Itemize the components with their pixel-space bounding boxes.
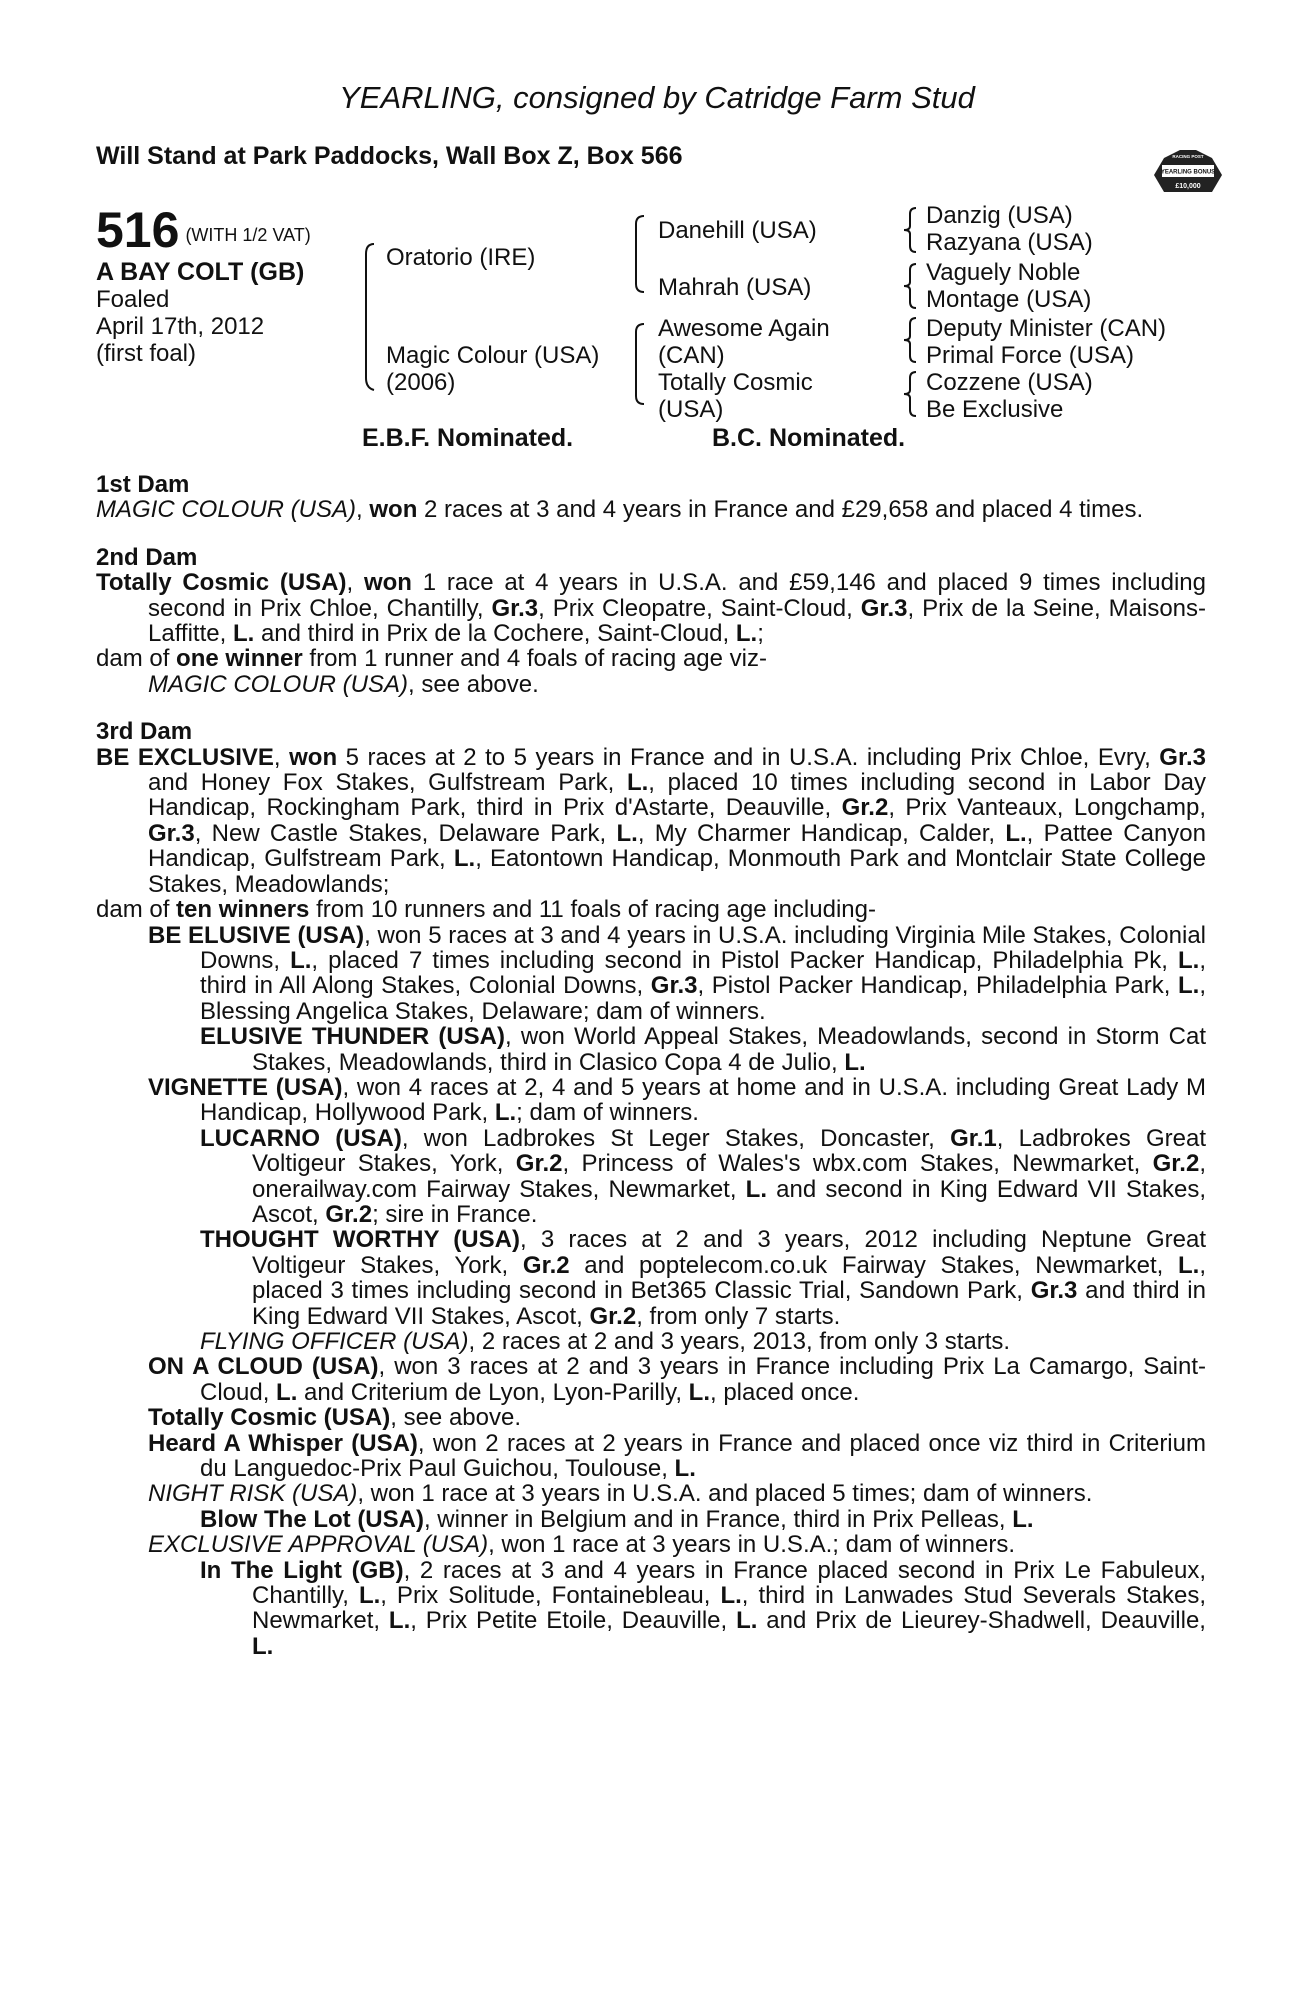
listed: L.: [688, 1378, 710, 1406]
text: , Ladbrokes Great Voltigeur Stakes, York,: [252, 1124, 1207, 1178]
listed: L.: [388, 1607, 411, 1635]
grade: Gr.3: [650, 972, 698, 1000]
text: , Prix Petite Etoile, Deauville,: [410, 1607, 737, 1635]
dam2-produce: [96, 646, 1206, 671]
listed: L.: [358, 1582, 381, 1610]
listed: L.: [674, 1455, 696, 1483]
listed: L.: [494, 1099, 517, 1127]
ped-dam-line1: Magic Colour (USA): [386, 342, 600, 369]
text: , third in Lanwades Stud Severals Stakes, Newmarket,: [252, 1582, 1207, 1635]
foaled-label: Foaled: [96, 286, 170, 313]
text: , My Charmer Handicap, Calder,: [637, 819, 1006, 847]
progeny-name: NIGHT RISK (USA): [148, 1480, 358, 1508]
ped-ssd: Razyana (USA): [926, 229, 1093, 256]
listed: L.: [616, 819, 638, 847]
listed: L.: [276, 1378, 298, 1406]
progeny-name: FLYING OFFICER (USA): [200, 1328, 469, 1355]
grade: Gr.1: [950, 1124, 997, 1152]
progeny-name: In The Light (GB): [200, 1556, 404, 1584]
bc-nominated: B.C. Nominated.: [712, 424, 906, 452]
dam3-produce: [96, 897, 1206, 922]
progeny-name: ON A CLOUD (USA): [148, 1353, 379, 1381]
badge-top-text: RACING POST: [1172, 154, 1204, 159]
text: , placed 7 times including second in Pistol Packer Handicap, Philadelphia Pk,: [311, 946, 1178, 974]
badge-mid-text: YEARLING BONUS: [1160, 169, 1216, 176]
text: , 3 races at 2 and 3 years, 2012 including Neptune Great Voltigeur Stakes, York,: [252, 1226, 1206, 1279]
progeny-blow-the-lot: [200, 1507, 1206, 1532]
text: ;: [757, 620, 764, 648]
text: , Pistol Packer Handicap, Philadelphia Park,: [697, 972, 1179, 1000]
progeny-name: VIGNETTE (USA): [148, 1073, 343, 1101]
text: , won 5 races at 3 and 4 years in U.S.A. including Virginia Mile Stakes, Colonial Downs,: [200, 921, 1206, 974]
listed: L.: [1005, 819, 1027, 847]
lot-info: [96, 202, 311, 367]
listed: L.: [1012, 1505, 1034, 1533]
listed: L.: [232, 620, 255, 648]
pedigree-brace-dd: [902, 370, 918, 418]
dam2-record: Totally Cosmic (USA), won 1 race at 4 years in U.S.A. and £59,146 and placed 9 times including second in Prix Chloe, Chantilly, Gr.3, Prix Cleopatre, Saint-Cloud, Gr.3, Prix de la Seine, Maisons-Laffitte, L. and third in Prix de la Cochere, Saint-Cloud, L.;: [96, 569, 1206, 648]
text: , 2 races at 2 and 3 years, 2013, from only 3 starts.: [468, 1328, 1011, 1355]
text: , 2 races at 3 and 4 years in France placed second in Prix Le Fabuleux, Chantilly,: [252, 1556, 1206, 1610]
grade: Gr.2: [515, 1150, 563, 1178]
text: , placed 10 times including second in Labor Day Handicap, Rockingham Park, third in Prix d'Astarte, Deauville,: [148, 769, 1207, 822]
text: and Criterium de Lyon, Lyon-Parilly,: [297, 1378, 689, 1406]
progeny-elusive-thunder: [200, 1024, 1206, 1075]
progeny-name: MAGIC COLOUR (USA): [148, 670, 409, 698]
ped-ds-line1: Awesome Again: [658, 315, 830, 342]
text: and third in King Edward VII Stakes, Ascot,: [252, 1277, 1206, 1330]
listed: L.: [290, 946, 312, 974]
ped-dsd: Primal Force (USA): [926, 342, 1135, 369]
text: and Prix de Lieurey-Shadwell, Deauville,: [757, 1607, 1206, 1635]
text: and second in King Edward VII Stakes, Ascot,: [252, 1175, 1207, 1228]
ped-dd-line2: (USA): [658, 396, 724, 423]
pedigree-brace-ds: [902, 316, 918, 364]
text: , Prix de la Seine, Maisons-Laffitte,: [148, 594, 1206, 648]
ped-sds: Vaguely Noble: [926, 259, 1081, 286]
pedigree-brace-sd: [902, 262, 918, 310]
listed: L.: [1178, 946, 1200, 974]
progeny-night-risk: [148, 1481, 1206, 1506]
listed: L.: [735, 620, 758, 648]
dam3-heading: 3rd Dam: [96, 718, 193, 746]
ped-dss: Deputy Minister (CAN): [926, 315, 1167, 342]
grade: Gr.3: [1030, 1277, 1078, 1305]
text: , won 1 race at 3 years in U.S.A.; dam of winners.: [488, 1531, 1016, 1559]
text: , New Castle Stakes, Delaware Park,: [194, 819, 617, 847]
progeny-name: THOUGHT WORTHY (USA): [200, 1226, 520, 1254]
listed: L.: [844, 1048, 866, 1076]
text: , won Ladbrokes St Leger Stakes, Doncaster,: [401, 1124, 951, 1152]
text: , won 4 races at 2, 4 and 5 years at home and in U.S.A. including Great Lady M Handicap, Hollywood Park,: [200, 1073, 1206, 1127]
text: ; sire in France.: [372, 1200, 538, 1228]
dam1-record: MAGIC COLOUR (USA), won 2 races at 3 and 4 years in France and £29,658 and placed 4 times.: [96, 496, 1144, 524]
text: from 1 runner and 4 foals of racing age viz-: [302, 645, 767, 673]
text: , see above.: [390, 1404, 522, 1432]
dam2-heading: 2nd Dam: [96, 543, 198, 571]
progeny-vignette: [148, 1075, 1206, 1126]
text: from 10 runners and 11 foals of racing age including-: [309, 896, 876, 924]
text: and Honey Fox Stakes, Gulfstream Park,: [148, 769, 627, 797]
grade: Gr.2: [589, 1302, 637, 1330]
foaled-date: April 17th, 2012: [96, 313, 265, 340]
winner-count: one winner: [176, 645, 303, 673]
text: , Pattee Canyon Handicap, Gulfstream Park,: [148, 819, 1206, 873]
ped-sd: Mahrah (USA): [658, 274, 812, 301]
progeny-name: Totally Cosmic (USA): [148, 1404, 391, 1432]
ped-sdd: Montage (USA): [926, 286, 1092, 313]
text: , placed 3 times including second in Bet365 Classic Trial, Sandown Park,: [252, 1251, 1206, 1305]
dam1-name: MAGIC COLOUR (USA): [96, 496, 357, 524]
progeny-be-elusive: [148, 923, 1206, 1025]
dam3-name: BE EXCLUSIVE: [96, 743, 274, 771]
ped-sss: Danzig (USA): [926, 202, 1073, 229]
dam3-won: won: [289, 743, 338, 771]
text: , won 2 races at 2 years in France and placed once viz third in Criterium du Languedoc-Prix Paul Guichou, Toulouse,: [200, 1429, 1206, 1483]
pedigree-brace-dam: [632, 322, 646, 406]
text: , third in All Along Stakes, Colonial Downs,: [200, 946, 1206, 1000]
text: 5 races at 2 to 5 years in France and in U.S.A. including Prix Chloe, Evry,: [337, 743, 1160, 771]
listed: L.: [745, 1175, 767, 1203]
pedigree-brace-sire: [632, 214, 646, 294]
text: and third in Prix de la Cochere, Saint-Cloud,: [254, 620, 736, 648]
text: , Eatontown Handicap, Monmouth Park and Montclair State College Stakes, Meadowlands;: [148, 845, 1206, 898]
listed: L.: [626, 769, 649, 797]
progeny-name: LUCARNO (USA): [200, 1124, 402, 1152]
grade: Gr.3: [860, 594, 908, 622]
text: 1 race at 4 years in U.S.A. and £59,146 and placed 9 times including second in Prix Chloe, Chantilly,: [148, 569, 1206, 622]
lot-vat: (WITH 1/2 VAT): [185, 225, 311, 245]
pedigree-brace-ss: [902, 206, 918, 254]
grade: Gr.3: [491, 594, 539, 622]
yearling-bonus-badge: [1150, 148, 1226, 202]
grade: Gr.3: [1159, 743, 1206, 771]
text: , winner in Belgium and in France, third in Prix Pelleas,: [423, 1505, 1013, 1533]
ped-dds: Cozzene (USA): [926, 369, 1093, 396]
progeny-name: BE ELUSIVE (USA): [148, 921, 365, 949]
listed: L.: [252, 1632, 274, 1660]
text: , from only 7 starts.: [636, 1302, 841, 1330]
text: , onerailway.com Fairway Stakes, Newmarket,: [252, 1150, 1206, 1203]
ped-dam-line2: (2006): [386, 369, 456, 396]
dam1-text: 2 races at 3 and 4 years in France and £29,658 and placed 4 times.: [417, 496, 1144, 524]
grade: Gr.2: [522, 1251, 570, 1279]
ped-dd-line1: Totally Cosmic: [658, 369, 813, 396]
progeny-exclusive-approval: [148, 1532, 1206, 1557]
listed: L.: [720, 1582, 742, 1610]
lot-number: 516: [96, 202, 180, 258]
text: , won 3 races at 2 and 3 years in France including Prix La Camargo, Saint-Cloud,: [200, 1353, 1206, 1406]
stand-location: Will Stand at Park Paddocks, Wall Box Z, Box 566: [96, 142, 683, 170]
listed: L.: [453, 845, 476, 873]
progeny-name: Heard A Whisper (USA): [148, 1429, 418, 1457]
progeny-on-a-cloud: [148, 1354, 1206, 1405]
text: , placed once.: [709, 1378, 860, 1406]
text: , won World Appeal Stakes, Meadowlands, second in Storm Cat Stakes, Meadowlands, third in Clasico Copa 4 de Julio,: [252, 1023, 1206, 1076]
grade: Gr.2: [841, 794, 889, 822]
progeny-in-the-light: [200, 1558, 1206, 1660]
progeny-thought-worthy: [200, 1227, 1206, 1329]
dam1-won: won: [369, 496, 418, 524]
ped-ddd: Be Exclusive: [926, 396, 1064, 423]
progeny-name: ELUSIVE THUNDER (USA): [200, 1023, 505, 1051]
grade: Gr.2: [1152, 1150, 1200, 1178]
badge-amount-text: £10,000: [1175, 183, 1201, 190]
grade: Gr.3: [148, 819, 195, 847]
dam3-record: BE EXCLUSIVE, won 5 races at 2 to 5 years in France and in U.S.A. including Prix Chloe, Evry, Gr.3 and Honey Fox Stakes, Gulfstream Park, L., placed 10 times including second in Labor Day Handicap, Rockingham Park, third in Prix d'Astarte, Deauville, Gr.2, Prix Vanteaux, Longchamp, Gr.3, New Castle Stakes, Delaware Park, L., My Charmer Handicap, Calder, L., Pattee Canyon Handicap, Gulfstream Park, L., Eatontown Handicap, Monmouth Park and Montclair State College Stakes, Meadowlands;: [96, 743, 1207, 898]
page-title: YEARLING, consigned by Catridge Farm Stud: [339, 80, 975, 115]
text: , Princess of Wales's wbx.com Stakes, Newmarket,: [562, 1150, 1153, 1178]
text: , Prix Vanteaux, Longchamp,: [888, 794, 1206, 822]
progeny-heard-a-whisper: [148, 1431, 1206, 1482]
text: and poptelecom.co.uk Fairway Stakes, Newmarket,: [569, 1251, 1178, 1279]
progeny-totally-cosmic: [148, 1405, 1206, 1430]
pedigree-brace-main: [362, 242, 376, 392]
dam2-won: won: [363, 569, 412, 597]
text: , see above.: [408, 670, 539, 698]
text: dam of: [96, 896, 177, 924]
dam1-heading: 1st Dam: [96, 471, 190, 498]
progeny-name: EXCLUSIVE APPROVAL (USA): [148, 1531, 489, 1559]
grade: Gr.2: [325, 1200, 373, 1228]
text: , Blessing Angelica Stakes, Delaware; dam of winners.: [200, 972, 1207, 1025]
ebf-nominated: E.B.F. Nominated.: [362, 424, 574, 452]
foal-note: (first foal): [96, 340, 197, 367]
progeny-lucarno: [200, 1126, 1206, 1228]
listed: L.: [736, 1607, 758, 1635]
listed: L.: [1178, 972, 1200, 1000]
dam2-progeny: [148, 672, 1206, 697]
lot-name: A BAY COLT (GB): [96, 258, 305, 286]
winner-count: ten winners: [176, 896, 310, 924]
dam2-name: Totally Cosmic (USA): [96, 569, 347, 597]
ped-sire: Oratorio (IRE): [386, 244, 536, 271]
progeny-name: Blow The Lot (USA): [200, 1505, 424, 1533]
listed: L.: [1178, 1251, 1200, 1279]
catalogue-body: [96, 472, 1206, 1659]
text: , won 1 race at 3 years in U.S.A. and placed 5 times; dam of winners.: [357, 1480, 1093, 1508]
ped-ds-line2: (CAN): [658, 342, 725, 369]
ped-ss: Danehill (USA): [658, 217, 817, 244]
text: dam of: [96, 645, 177, 673]
progeny-flying-officer: [200, 1329, 1206, 1354]
text: ; dam of winners.: [516, 1099, 699, 1127]
text: , Prix Cleopatre, Saint-Cloud,: [538, 594, 861, 622]
text: , Prix Solitude, Fontainebleau,: [380, 1582, 721, 1610]
